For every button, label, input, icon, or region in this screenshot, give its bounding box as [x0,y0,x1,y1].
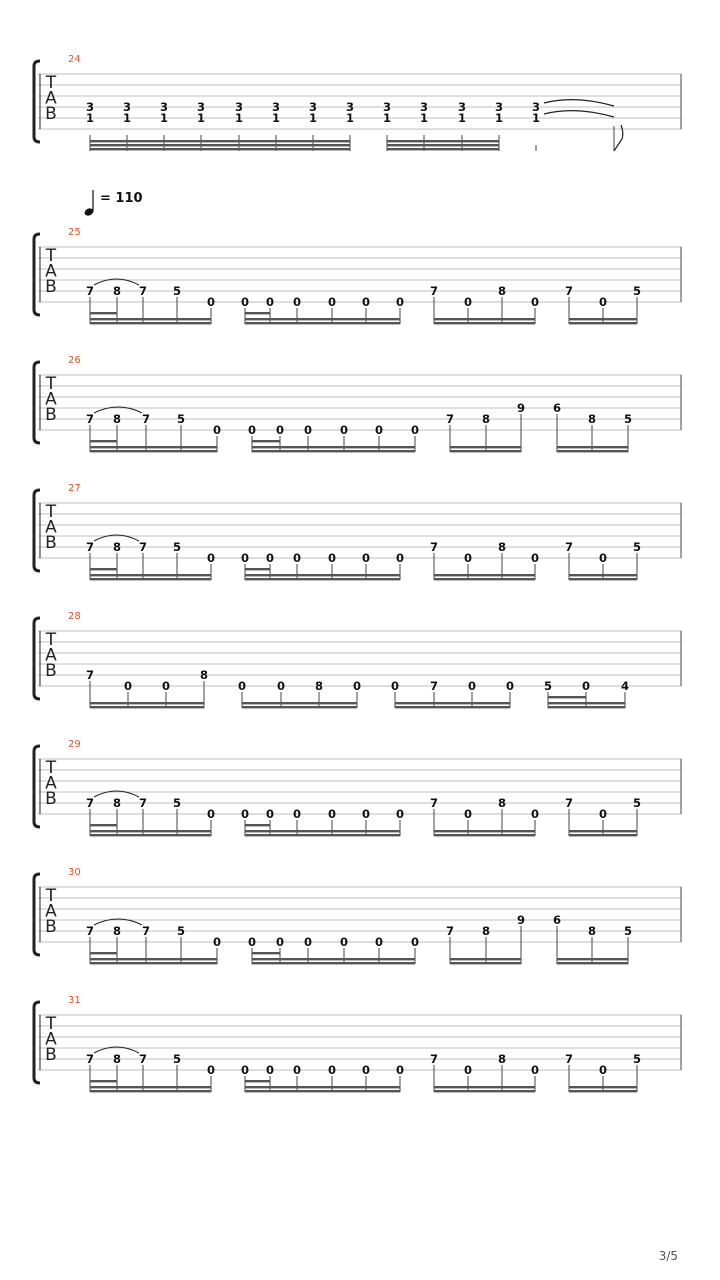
fret-number: 8 [112,924,122,938]
tie-arc [544,100,614,106]
system-bar-27 [34,483,681,580]
fret-number: 5 [632,796,642,810]
beam [387,144,499,146]
bar-number: 31 [68,995,81,1006]
fret-number: 0 [292,807,302,821]
tab-clef-letter-t: T [45,630,57,650]
fret-number: 0 [598,807,608,821]
fret-number: 8 [112,796,122,810]
tab-clef-letter-t: T [45,246,57,266]
fret-number: 0 [206,1063,216,1077]
beam [252,440,280,442]
beam [569,1090,637,1092]
tab-clef-letter-a: A [45,389,57,410]
fret-number: 7 [85,412,95,426]
fret-number: 0 [505,679,515,693]
tab-clef-letter-a: A [45,645,57,666]
tab-clef-letter-t: T [45,73,57,93]
beam [569,834,637,836]
beam [245,830,400,832]
fret-number: 1 [159,111,169,125]
beam [90,446,217,448]
fret-number: 6 [552,401,562,415]
fret-number: 0 [327,295,337,309]
fret-number: 7 [429,1052,439,1066]
bar-number: 29 [68,739,81,750]
fret-number: 1 [531,111,541,125]
fret-number: 7 [429,679,439,693]
system-bar-24 [34,54,681,151]
beam [242,702,357,704]
fret-number: 3 [419,100,429,114]
tab-clef-letter-a: A [45,1029,57,1050]
beam [548,702,625,704]
fret-number: 0 [390,679,400,693]
tempo-marking [83,190,142,217]
tab-clef-letter-t: T [45,374,57,394]
fret-number: 0 [276,679,286,693]
system-bracket [34,61,40,142]
fret-number: 0 [463,807,473,821]
fret-number: 0 [303,423,313,437]
fret-number: 8 [112,284,122,298]
beam [90,1080,117,1082]
fret-number: 5 [172,796,182,810]
beam [90,962,217,964]
fret-number: 3 [457,100,467,114]
beam [395,702,510,704]
beam [434,578,535,580]
beam [450,446,521,448]
fret-number: 8 [587,924,597,938]
beam [569,318,637,320]
bar-number: 25 [68,227,81,238]
beam [242,706,357,708]
fret-number: 0 [212,935,222,949]
beam [90,1086,211,1088]
beam [569,830,637,832]
fret-number: 0 [123,679,133,693]
fret-number: 3 [308,100,318,114]
fret-number: 8 [497,284,507,298]
beam [90,568,117,570]
fret-number: 0 [463,551,473,565]
beam [90,1090,211,1092]
fret-number: 0 [292,295,302,309]
beam [387,140,499,142]
fret-number: 5 [176,412,186,426]
system-bracket [34,234,40,315]
fret-number: 0 [352,679,362,693]
fret-number: 0 [530,807,540,821]
fret-number: 7 [85,1052,95,1066]
fret-number: 3 [382,100,392,114]
fret-number: 7 [445,412,455,426]
fret-number: 0 [265,1063,275,1077]
tab-clef-letter-a: A [45,773,57,794]
beam [90,144,350,146]
beam [245,1080,270,1082]
fret-number: 8 [314,679,324,693]
system-bar-30 [34,867,681,964]
fret-number: 7 [141,412,151,426]
fret-number: 7 [85,924,95,938]
fret-number: 0 [361,807,371,821]
fret-number: 5 [172,1052,182,1066]
fret-number: 7 [564,1052,574,1066]
beam [90,706,204,708]
tab-clef-letter-b: B [45,277,57,297]
beam [252,962,415,964]
fret-number: 0 [212,423,222,437]
fret-number: 0 [581,679,591,693]
fret-number: 0 [598,551,608,565]
fret-number: 7 [85,796,95,810]
beam [245,322,400,324]
beam [434,322,535,324]
fret-number: 7 [85,540,95,554]
fret-number: 6 [552,913,562,927]
fret-number: 1 [234,111,244,125]
bar-number: 30 [68,867,81,878]
fret-number: 0 [240,807,250,821]
fret-number: 0 [161,679,171,693]
beam [450,450,521,452]
beam [245,312,270,314]
fret-number: 0 [292,1063,302,1077]
beam [90,824,117,826]
beam [434,318,535,320]
fret-number: 0 [237,679,247,693]
fret-number: 1 [271,111,281,125]
fret-number: 0 [327,807,337,821]
fret-number: 0 [247,935,257,949]
fret-number: 5 [632,284,642,298]
fret-number: 0 [395,551,405,565]
fret-number: 0 [463,1063,473,1077]
beam [90,834,211,836]
beam [387,148,499,150]
fret-number: 8 [112,1052,122,1066]
beam [557,962,628,964]
fret-number: 0 [206,295,216,309]
fret-number: 0 [530,551,540,565]
beam [245,1086,400,1088]
fret-number: 4 [620,679,630,693]
fret-number: 5 [176,924,186,938]
fret-number: 8 [199,668,209,682]
beam [557,958,628,960]
fret-number: 7 [564,284,574,298]
page-number: 3/5 [658,1249,678,1263]
fret-number: 0 [303,935,313,949]
fret-number: 1 [85,111,95,125]
beam [90,702,204,704]
fret-number: 3 [531,100,541,114]
fret-number: 1 [419,111,429,125]
fret-number: 3 [159,100,169,114]
beam [90,952,117,954]
beam [252,446,415,448]
fret-number: 1 [345,111,355,125]
system-bracket [34,746,40,827]
beam [252,952,280,954]
fret-number: 8 [497,796,507,810]
beam [245,568,270,570]
fret-number: 0 [374,423,384,437]
system-bar-29 [34,739,681,836]
fret-number: 8 [497,540,507,554]
system-bar-31 [34,995,681,1092]
system-bar-25 [34,227,681,324]
system-bracket [34,362,40,443]
system-bracket [34,1002,40,1083]
beam [245,1090,400,1092]
fret-number: 0 [292,551,302,565]
beam [252,958,415,960]
fret-number: 0 [530,295,540,309]
fret-number: 5 [172,540,182,554]
system-bracket [34,490,40,571]
beam [548,706,625,708]
fret-number: 8 [587,412,597,426]
fret-number: 5 [543,679,553,693]
fret-number: 7 [138,540,148,554]
fret-number: 5 [632,540,642,554]
beam [252,450,415,452]
bar-number: 27 [68,483,81,494]
bar-number: 24 [68,54,81,65]
fret-number: 0 [463,295,473,309]
fret-number: 0 [410,423,420,437]
fret-number: 5 [623,412,633,426]
system-bar-28 [34,611,681,708]
fret-number: 5 [172,284,182,298]
beam [434,830,535,832]
fret-number: 3 [345,100,355,114]
beam [569,1086,637,1088]
beam [90,450,217,452]
beam [434,574,535,576]
fret-number: 0 [339,935,349,949]
fret-number: 9 [516,913,526,927]
fret-number: 0 [395,1063,405,1077]
tab-clef-letter-a: A [45,901,57,922]
beam [557,450,628,452]
tab-clef-letter-t: T [45,1014,57,1034]
beam [569,578,637,580]
fret-number: 0 [240,551,250,565]
tempo-value: = 110 [100,191,143,206]
beam [569,574,637,576]
fret-number: 0 [598,295,608,309]
fret-number: 7 [138,1052,148,1066]
fret-number: 0 [361,1063,371,1077]
fret-number: 5 [632,1052,642,1066]
tab-clef-letter-b: B [45,661,57,681]
fret-number: 0 [206,551,216,565]
fret-number: 1 [382,111,392,125]
fret-number: 9 [516,401,526,415]
fret-number: 0 [206,807,216,821]
fret-number: 1 [308,111,318,125]
fret-number: 7 [85,284,95,298]
system-bracket [34,618,40,699]
fret-number: 3 [85,100,95,114]
beam [245,834,400,836]
fret-number: 3 [196,100,206,114]
fret-number: 7 [429,540,439,554]
fret-number: 0 [361,551,371,565]
system-bar-26 [34,355,681,452]
fret-number: 7 [85,668,95,682]
fret-number: 3 [271,100,281,114]
fret-number: 0 [265,551,275,565]
beam [434,834,535,836]
fret-number: 0 [467,679,477,693]
fret-number: 3 [122,100,132,114]
beam [245,574,400,576]
fret-number: 0 [265,807,275,821]
beam [90,958,217,960]
beam [434,1090,535,1092]
fret-number: 0 [598,1063,608,1077]
fret-number: 7 [138,284,148,298]
beam [569,322,637,324]
bar-number: 26 [68,355,81,366]
fret-number: 8 [112,540,122,554]
fret-number: 0 [275,935,285,949]
beam [395,706,510,708]
fret-number: 3 [494,100,504,114]
tab-clef-letter-t: T [45,502,57,522]
fret-number: 8 [481,924,491,938]
fret-number: 0 [275,423,285,437]
fret-number: 7 [138,796,148,810]
fret-number: 7 [429,284,439,298]
beam [245,578,400,580]
beam [557,446,628,448]
tab-clef-letter-b: B [45,533,57,553]
fret-number: 7 [429,796,439,810]
tab-clef-letter-b: B [45,104,57,124]
tab-clef-letter-a: A [45,261,57,282]
tab-clef-letter-b: B [45,405,57,425]
fret-number: 0 [240,1063,250,1077]
fret-number: 7 [141,924,151,938]
fret-number: 1 [196,111,206,125]
beam [450,962,521,964]
bar-number: 28 [68,611,81,622]
fret-number: 0 [327,551,337,565]
tab-clef-letter-t: T [45,758,57,778]
fret-number: 0 [327,1063,337,1077]
fret-number: 7 [445,924,455,938]
fret-number: 8 [112,412,122,426]
fret-number: 0 [410,935,420,949]
beam [90,830,211,832]
beam [90,140,350,142]
beam [90,318,211,320]
fret-number: 0 [240,295,250,309]
tab-clef-letter-a: A [45,88,57,109]
beam [90,312,117,314]
fret-number: 1 [494,111,504,125]
tab-clef-letter-b: B [45,1045,57,1065]
fret-number: 1 [457,111,467,125]
beam [90,574,211,576]
fret-number: 1 [122,111,132,125]
beam [90,322,211,324]
fret-number: 0 [265,295,275,309]
fret-number: 0 [395,295,405,309]
tab-clef-letter-b: B [45,917,57,937]
beam [434,1086,535,1088]
beam [450,958,521,960]
beam [90,440,117,442]
beam [90,148,350,150]
fret-number: 0 [374,935,384,949]
tie-arc [544,111,614,117]
fret-number: 7 [564,540,574,554]
system-bracket [34,874,40,955]
tab-clef-letter-b: B [45,789,57,809]
beam [90,578,211,580]
fret-number: 0 [530,1063,540,1077]
fret-number: 8 [497,1052,507,1066]
fret-number: 5 [623,924,633,938]
beam [548,696,586,698]
fret-number: 0 [247,423,257,437]
fret-number: 7 [564,796,574,810]
fret-number: 8 [481,412,491,426]
beam [245,318,400,320]
fret-number: 0 [395,807,405,821]
tab-clef-letter-a: A [45,517,57,538]
fret-number: 0 [361,295,371,309]
beam [245,824,270,826]
fret-number: 3 [234,100,244,114]
tab-clef-letter-t: T [45,886,57,906]
fret-number: 0 [339,423,349,437]
